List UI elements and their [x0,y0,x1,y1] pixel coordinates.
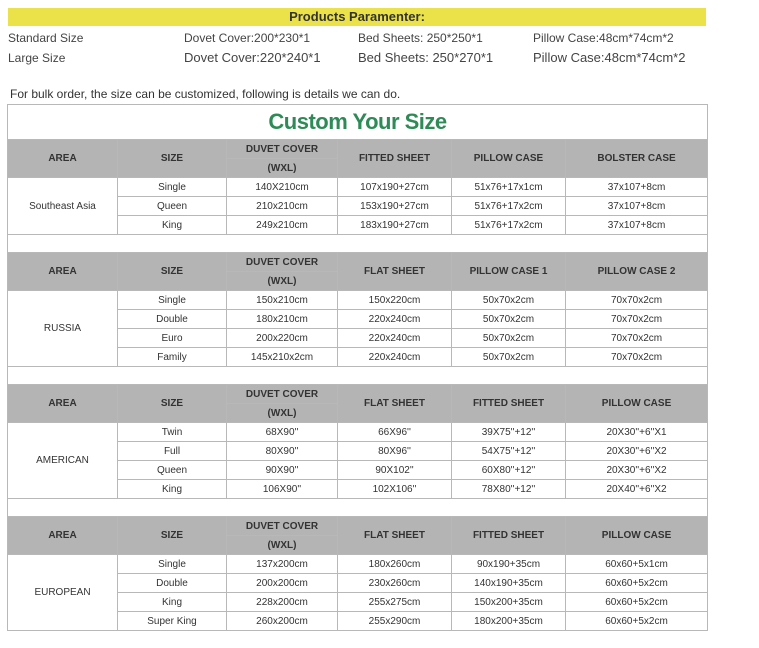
value-cell: 60X80''+12'' [452,461,566,480]
table-row [8,178,708,197]
size-cell: Family [118,348,227,367]
table-row [8,423,708,442]
header-col-6: PILLOW CASE [566,517,708,555]
value-cell: 90x190+35cm [452,555,566,574]
value-cell: 70x70x2cm [566,348,708,367]
value-cell: 150x220cm [338,291,452,310]
header-col-5: PILLOW CASE [452,140,566,178]
value-cell: 106X90'' [227,480,338,499]
area-cell: AMERICAN [8,423,118,499]
section-spacer [8,499,708,517]
header-size: SIZE [118,385,227,423]
value-cell: 70x70x2cm [566,329,708,348]
value-cell: 70x70x2cm [566,291,708,310]
value-cell: 220x240cm [338,310,452,329]
value-cell: 51x76+17x1cm [452,178,566,197]
header-col-6: PILLOW CASE [566,385,708,423]
value-cell: 80X96'' [338,442,452,461]
size-cell: King [118,216,227,235]
value-cell: 102X106'' [338,480,452,499]
size-cell: King [118,593,227,612]
size-cell: Double [118,310,227,329]
size-cell: Queen [118,197,227,216]
value-cell: 37x107+8cm [566,197,708,216]
size-cell: Super King [118,612,227,631]
size-cell: Euro [118,329,227,348]
value-cell: 140X210cm [227,178,338,197]
value-cell: 220x240cm [338,348,452,367]
custom-size-table [7,104,708,631]
standard-duvet: Dovet Cover:200*230*1 [184,31,311,45]
header-col-5: PILLOW CASE 1 [452,253,566,291]
value-cell: 180x210cm [227,310,338,329]
table-title: Custom Your Size [8,105,708,140]
area-cell: Southeast Asia [8,178,118,235]
value-cell: 37x107+8cm [566,216,708,235]
value-cell: 260x200cm [227,612,338,631]
section-header-row [8,385,708,404]
size-cell: King [118,480,227,499]
value-cell: 255x275cm [338,593,452,612]
value-cell: 180x200+35cm [452,612,566,631]
value-cell: 220x240cm [338,329,452,348]
table-row [8,555,708,574]
value-cell: 20X40''+6''X2 [566,480,708,499]
header-area: AREA [8,517,118,555]
value-cell: 183x190+27cm [338,216,452,235]
section-header-row [8,140,708,159]
header-wxl: (WXL) [227,536,338,555]
header-area: AREA [8,140,118,178]
header-area: AREA [8,385,118,423]
value-cell: 150x210cm [227,291,338,310]
header-size: SIZE [118,253,227,291]
size-cell: Single [118,291,227,310]
value-cell: 50x70x2cm [452,310,566,329]
value-cell: 37x107+8cm [566,178,708,197]
header-col-6: PILLOW CASE 2 [566,253,708,291]
value-cell: 228x200cm [227,593,338,612]
value-cell: 60x60+5x2cm [566,612,708,631]
header-wxl: (WXL) [227,404,338,423]
large-size-label: Large Size [8,51,66,65]
header-col-4: FLAT SHEET [338,517,452,555]
products-parameter-header: Products Paramenter: [8,8,706,26]
value-cell: 60x60+5x1cm [566,555,708,574]
value-cell: 20X30''+6''X2 [566,461,708,480]
value-cell: 50x70x2cm [452,348,566,367]
header-col-5: FITTED SHEET [452,517,566,555]
value-cell: 255x290cm [338,612,452,631]
section-spacer [8,235,708,253]
header-size: SIZE [118,517,227,555]
header-col-6: BOLSTER CASE [566,140,708,178]
standard-sheets: Bed Sheets: 250*250*1 [358,31,483,45]
section-header-row [8,517,708,536]
value-cell: 153x190+27cm [338,197,452,216]
size-cell: Twin [118,423,227,442]
value-cell: 60x60+5x2cm [566,574,708,593]
size-cell: Single [118,555,227,574]
header-wxl: (WXL) [227,272,338,291]
area-cell: RUSSIA [8,291,118,367]
value-cell: 50x70x2cm [452,291,566,310]
header-duvet-cover: DUVET COVER [227,253,338,272]
value-cell: 107x190+27cm [338,178,452,197]
header-duvet-cover: DUVET COVER [227,385,338,404]
standard-size-label: Standard Size [8,31,84,45]
value-cell: 66X96'' [338,423,452,442]
bulk-order-note: For bulk order, the size can be customized, following is details we can do. [10,87,401,101]
size-cell: Full [118,442,227,461]
size-cell: Single [118,178,227,197]
value-cell: 20X30''+6''X2 [566,442,708,461]
value-cell: 210x210cm [227,197,338,216]
value-cell: 50x70x2cm [452,329,566,348]
header-area: AREA [8,253,118,291]
value-cell: 230x260cm [338,574,452,593]
header-col-4: FLAT SHEET [338,253,452,291]
large-duvet: Dovet Cover:220*240*1 [184,50,321,65]
value-cell: 145x210x2cm [227,348,338,367]
header-wxl: (WXL) [227,159,338,178]
value-cell: 150x200+35cm [452,593,566,612]
value-cell: 51x76+17x2cm [452,197,566,216]
value-cell: 90X90'' [227,461,338,480]
value-cell: 140x190+35cm [452,574,566,593]
table-row [8,291,708,310]
value-cell: 78X80''+12'' [452,480,566,499]
value-cell: 54X75''+12'' [452,442,566,461]
size-cell: Queen [118,461,227,480]
value-cell: 249x210cm [227,216,338,235]
value-cell: 200x220cm [227,329,338,348]
size-cell: Double [118,574,227,593]
header-duvet-cover: DUVET COVER [227,140,338,159]
header-col-4: FITTED SHEET [338,140,452,178]
header-duvet-cover: DUVET COVER [227,517,338,536]
large-sheets: Bed Sheets: 250*270*1 [358,50,494,65]
value-cell: 80X90'' [227,442,338,461]
value-cell: 137x200cm [227,555,338,574]
area-cell: EUROPEAN [8,555,118,631]
header-col-4: FLAT SHEET [338,385,452,423]
large-pillow: Pillow Case:48cm*74cm*2 [533,50,686,65]
value-cell: 60x60+5x2cm [566,593,708,612]
value-cell: 68X90'' [227,423,338,442]
value-cell: 70x70x2cm [566,310,708,329]
standard-pillow: Pillow Case:48cm*74cm*2 [533,31,674,45]
value-cell: 51x76+17x2cm [452,216,566,235]
header-col-5: FITTED SHEET [452,385,566,423]
section-spacer [8,367,708,385]
section-header-row [8,253,708,272]
value-cell: 20X30''+6''X1 [566,423,708,442]
value-cell: 39X75''+12'' [452,423,566,442]
value-cell: 180x260cm [338,555,452,574]
header-size: SIZE [118,140,227,178]
value-cell: 90X102'' [338,461,452,480]
value-cell: 200x200cm [227,574,338,593]
